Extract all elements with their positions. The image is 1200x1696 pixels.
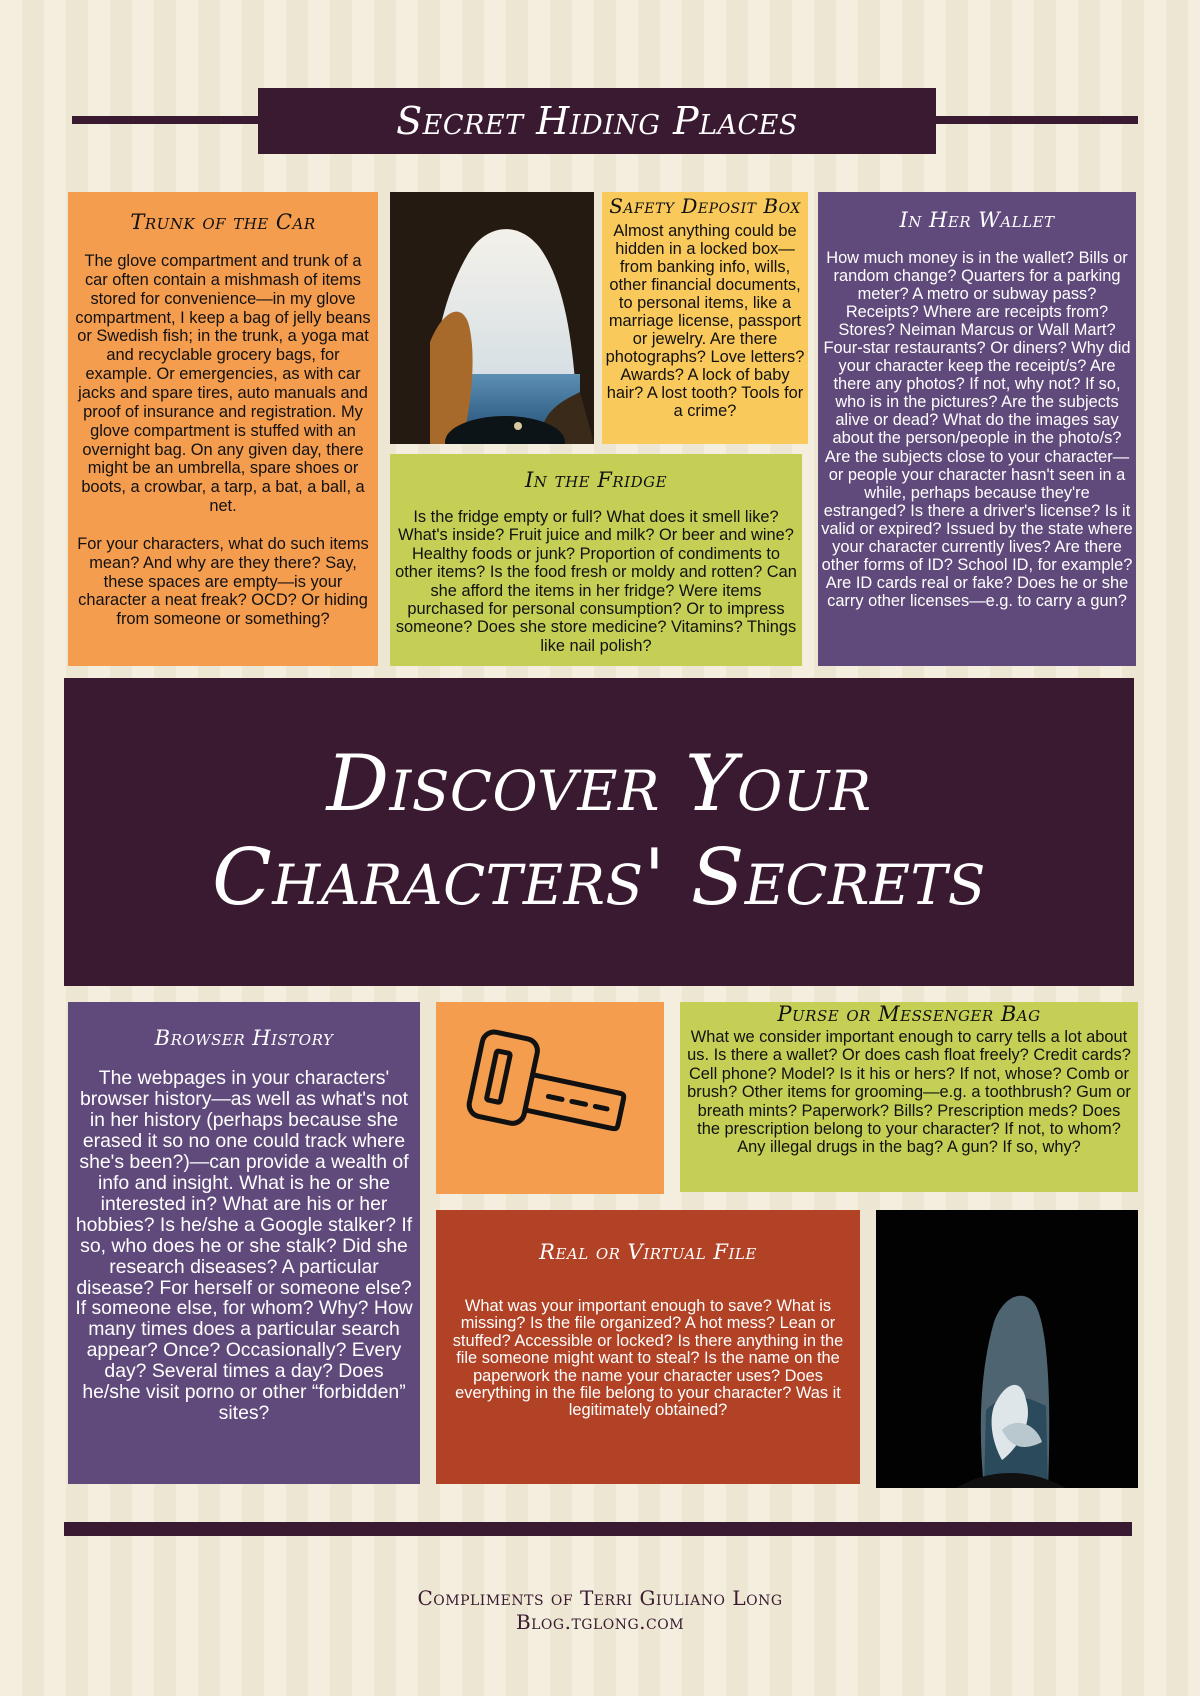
card-body: The webpages in your characters' browser history—as well as what's not in her history (perhaps because she erased it so no one could track where she's been?)—can provide a wealth of info and insight. What is he or she interested in? What are his or her hobbies? Is he/she a Google stalker? If so, who does he or she stalk? Did she research diseases? A particular disease? For herself or someone else? If someone else, for whom? Why? How many times does a particular search appear? Once? Occasionally? Every day? Several times a day? Does he/she visit porno or other “forbidden” sites? [75, 1067, 413, 1425]
card-title: In Her Wallet [899, 208, 1055, 232]
hero-banner [64, 678, 1134, 986]
footer-rule [64, 1522, 1132, 1536]
card-purse [680, 1002, 1138, 1192]
cave-photo-sea [390, 192, 594, 444]
card-body: Almost anything could be hidden in a locked box—from banking info, wills, other financial documents, to personal items, like a marriage license, passport or jewelry. Are there photographs? Love letters? Awards? A lock of baby hair? A lost tooth? Tools for a crime? [605, 222, 805, 421]
card-title: In the Fridge [524, 468, 668, 492]
card-body: How much money is in the wallet? Bills or random change? Quarters for a parking meter? A metro or subway pass? Receipts? Where are receipts from? Stores? Neiman Marcus or Wall Mart? Four-star restaurants? Or diners? Why did your character keep the receipt/s? Are there any photos? If not, why not? If so, who is in the pictures? Are the subjects alive or dead? What do the images say about the person/people in the photo/s? Are the subjects close to your character—or people your character hasn't seen in a while, perhaps because they're estranged? Is there a driver's license? Is it valid or expired? Issued by the state where your character currently lives? Are there other forms of ID? School ID, for example? Are ID cards real or fake? Does he or she carry other licenses—e.g. to carry a gun? [821, 249, 1133, 610]
card-title: Safety Deposit Box [609, 194, 801, 218]
key-icon-panel [436, 1002, 664, 1194]
header-rule-right [932, 116, 1138, 124]
card-browser-history [68, 1002, 420, 1484]
footer-credit [0, 1586, 1200, 1634]
card-safety-deposit [602, 192, 808, 444]
card-file [436, 1210, 860, 1484]
header-rule-left [72, 116, 262, 124]
card-title: Purse or Messenger Bag [777, 1002, 1041, 1026]
cave-photo-wave [876, 1210, 1138, 1488]
card-title: Browser History [154, 1026, 334, 1050]
card-title: Real or Virtual File [539, 1240, 757, 1264]
hero-line-1: Discover Your [326, 739, 872, 830]
card-body: What we consider important enough to carry tells a lot about us. Is there a wallet? Or does cash float freely? Credit cards? Cell phone? Model? Is it his or hers? If not, whose? Comb or brush? Other items for grooming—e.g. a toothbrush? Gum or breath mints? Paperwork? Bills? Prescription meds? Does the prescription belong to your character? If not, to whom? Any illegal drugs in the bag? A gun? If so, why? [687, 1028, 1131, 1157]
card-wallet [818, 192, 1136, 666]
footer-link[interactable]: Blog.tglong.com [515, 1610, 685, 1634]
card-body: The glove compartment and trunk of a car often contain a mishmash of items stored for convenience—in my glove compartment, I keep a bag of jelly beans or Swedish fish; in the trunk, a yoga mat and recyclable grocery bags, for example. Or emergencies, as with car jacks and spare tires, auto manuals and proof of insurance and registration. My glove compartment is stuffed with an overnight bag. On any given day, there might be an umbrella, spare shoes or boots, a crowbar, a tarp, a bat, a ball, a net. For your characters, what do such items mean? And why are they there? Say, these spaces are empty—is your character a neat freak? OCD? Or hiding from someone or something? [75, 252, 371, 629]
page-title: Secret Hiding Places [258, 88, 936, 154]
key-icon [436, 1002, 664, 1194]
card-trunk [68, 192, 378, 666]
card-body: What was your important enough to save? What is missing? Is the file organized? A hot mess? Lean or stuffed? Accessible or locked? Is there anything in the file someone might want to steal? Is the name on the paperwork the name your character uses? Does everything in the file belong to your character? Was it legitimately obtained? [452, 1297, 844, 1420]
card-fridge [390, 454, 802, 666]
hero-line-2: Characters' Secrets [212, 833, 986, 923]
card-title: Trunk of the Car [130, 210, 316, 234]
card-body: Is the fridge empty or full? What does it smell like? What's inside? Fruit juice and milk? Or beer and wine? Healthy foods or junk? Proportion of condiments to other items? Is the food fresh or moldy and rotten? Can she afford the items in her fridge? Were items purchased for personal consumption? Or to impress someone? Does she store medicine? Vitamins? Things like nail polish? [395, 508, 797, 655]
footer-line-1: Compliments of Terri Giuliano Long [417, 1586, 783, 1610]
